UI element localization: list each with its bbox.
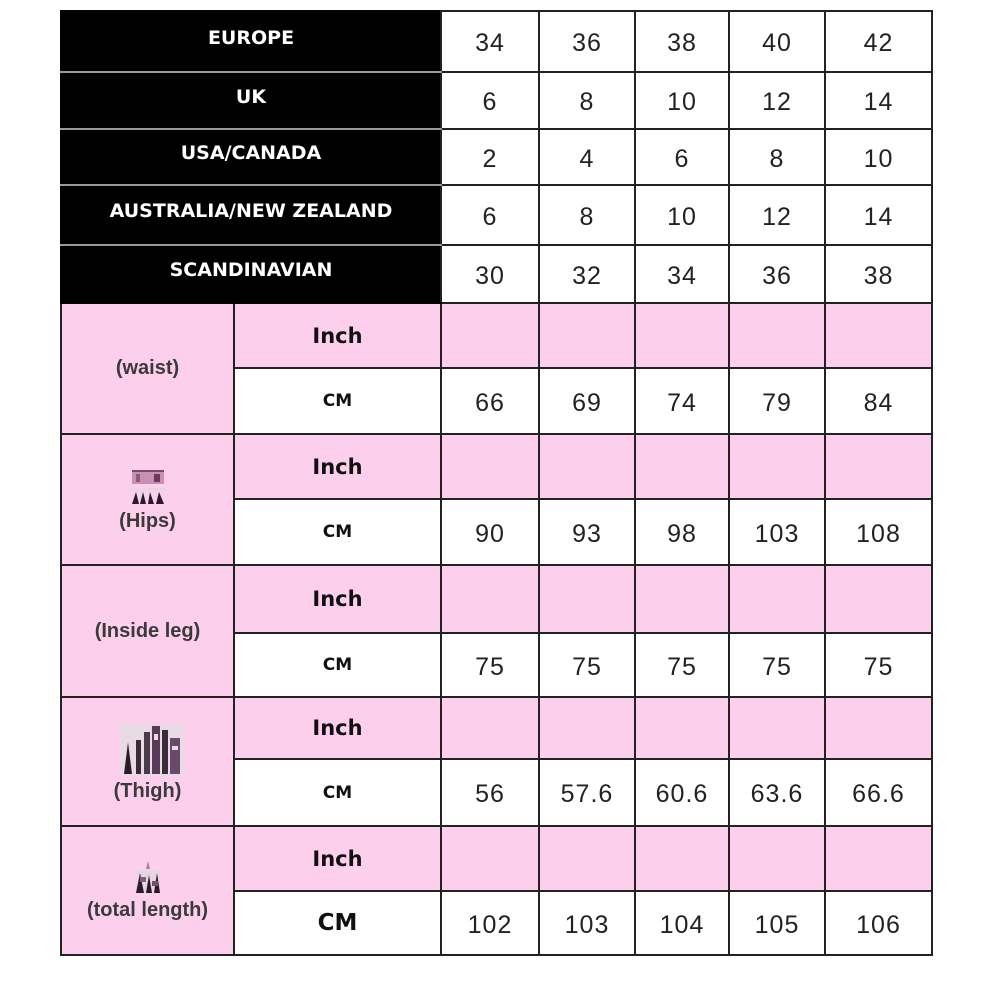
cm-value: 56 xyxy=(441,759,539,826)
inch-value xyxy=(825,303,932,368)
cm-value: 103 xyxy=(729,499,825,565)
cm-value: 57.6 xyxy=(539,759,635,826)
inch-value xyxy=(635,697,729,759)
unit-label-cm: CM xyxy=(234,759,441,826)
measurement-label-thigh: (Thigh) xyxy=(61,697,234,826)
inch-value xyxy=(825,434,932,499)
inch-value xyxy=(635,434,729,499)
inch-value xyxy=(825,565,932,633)
size-value: 8 xyxy=(729,129,825,185)
measurement-row-thigh-inch xyxy=(61,697,932,759)
inch-value xyxy=(441,303,539,368)
size-value: 12 xyxy=(729,72,825,129)
cm-value: 66.6 xyxy=(825,759,932,826)
inch-value xyxy=(825,826,932,891)
size-value: 34 xyxy=(441,11,539,72)
inch-value xyxy=(729,565,825,633)
cm-value: 104 xyxy=(635,891,729,955)
cm-value: 93 xyxy=(539,499,635,565)
cm-value: 103 xyxy=(539,891,635,955)
measurement-label-hips: (Hips) xyxy=(61,434,234,565)
size-value: 6 xyxy=(441,72,539,129)
inch-value xyxy=(539,697,635,759)
size-row-australia-nz xyxy=(61,185,932,245)
cm-value: 102 xyxy=(441,891,539,955)
size-value: 2 xyxy=(441,129,539,185)
size-value: 30 xyxy=(441,245,539,303)
cm-value: 98 xyxy=(635,499,729,565)
size-value: 6 xyxy=(635,129,729,185)
unit-label-cm: CM xyxy=(234,891,441,955)
inch-value xyxy=(441,434,539,499)
size-value: 34 xyxy=(635,245,729,303)
inch-value xyxy=(729,303,825,368)
hips-icon xyxy=(126,466,170,506)
size-row-usa-canada xyxy=(61,129,932,185)
thigh-icon xyxy=(110,720,186,776)
inch-value xyxy=(539,565,635,633)
total-length-icon xyxy=(128,859,168,895)
inch-value xyxy=(825,697,932,759)
size-value: 40 xyxy=(729,11,825,72)
size-value: 4 xyxy=(539,129,635,185)
size-system-label: EUROPE xyxy=(61,11,441,72)
size-value: 12 xyxy=(729,185,825,245)
unit-label-cm: CM xyxy=(234,499,441,565)
size-row-uk xyxy=(61,72,932,129)
size-system-label: SCANDINAVIAN xyxy=(61,245,441,303)
cm-value: 66 xyxy=(441,368,539,434)
size-value: 6 xyxy=(441,185,539,245)
size-row-scandinavian xyxy=(61,245,932,303)
size-value: 38 xyxy=(825,245,932,303)
measurement-row-hips-inch xyxy=(61,434,932,499)
inch-value xyxy=(539,826,635,891)
cm-value: 63.6 xyxy=(729,759,825,826)
inch-value xyxy=(441,565,539,633)
cm-value: 75 xyxy=(635,633,729,697)
cm-value: 60.6 xyxy=(635,759,729,826)
cm-value: 74 xyxy=(635,368,729,434)
size-chart-table xyxy=(60,10,933,956)
unit-label-inch: Inch xyxy=(234,303,441,368)
cm-value: 84 xyxy=(825,368,932,434)
cm-value: 75 xyxy=(441,633,539,697)
inch-value xyxy=(729,434,825,499)
size-value: 14 xyxy=(825,185,932,245)
size-value: 32 xyxy=(539,245,635,303)
inch-value xyxy=(441,697,539,759)
measurement-label-total-length: (total length) xyxy=(61,826,234,955)
inch-value xyxy=(729,697,825,759)
unit-label-inch: Inch xyxy=(234,697,441,759)
size-value: 38 xyxy=(635,11,729,72)
inch-value xyxy=(539,303,635,368)
unit-label-cm: CM xyxy=(234,633,441,697)
cm-value: 105 xyxy=(729,891,825,955)
size-value: 42 xyxy=(825,11,932,72)
measurement-label-waist: (waist) xyxy=(61,303,234,434)
inch-value xyxy=(441,826,539,891)
cm-value: 108 xyxy=(825,499,932,565)
size-value: 10 xyxy=(635,185,729,245)
cm-value: 69 xyxy=(539,368,635,434)
inch-value xyxy=(635,565,729,633)
size-value: 8 xyxy=(539,185,635,245)
size-value: 36 xyxy=(729,245,825,303)
cm-value: 75 xyxy=(825,633,932,697)
measurement-row-waist-inch xyxy=(61,303,932,368)
cm-value: 90 xyxy=(441,499,539,565)
size-value: 14 xyxy=(825,72,932,129)
cm-value: 75 xyxy=(729,633,825,697)
unit-label-cm: CM xyxy=(234,368,441,434)
size-value: 10 xyxy=(635,72,729,129)
cm-value: 75 xyxy=(539,633,635,697)
size-system-label: AUSTRALIA/NEW ZEALAND xyxy=(61,185,441,245)
cm-value: 106 xyxy=(825,891,932,955)
measurement-row-total-length-inch xyxy=(61,826,932,891)
unit-label-inch: Inch xyxy=(234,565,441,633)
inch-value xyxy=(539,434,635,499)
measurement-label-inside-leg: (Inside leg) xyxy=(61,565,234,697)
unit-label-inch: Inch xyxy=(234,434,441,499)
size-value: 10 xyxy=(825,129,932,185)
inch-value xyxy=(635,826,729,891)
size-system-label: USA/CANADA xyxy=(61,129,441,185)
size-system-label: UK xyxy=(61,72,441,129)
unit-label-inch: Inch xyxy=(234,826,441,891)
measurement-row-inside-leg-inch xyxy=(61,565,932,633)
size-row-europe xyxy=(61,11,932,72)
size-value: 36 xyxy=(539,11,635,72)
size-value: 8 xyxy=(539,72,635,129)
cm-value: 79 xyxy=(729,368,825,434)
inch-value xyxy=(635,303,729,368)
inch-value xyxy=(729,826,825,891)
